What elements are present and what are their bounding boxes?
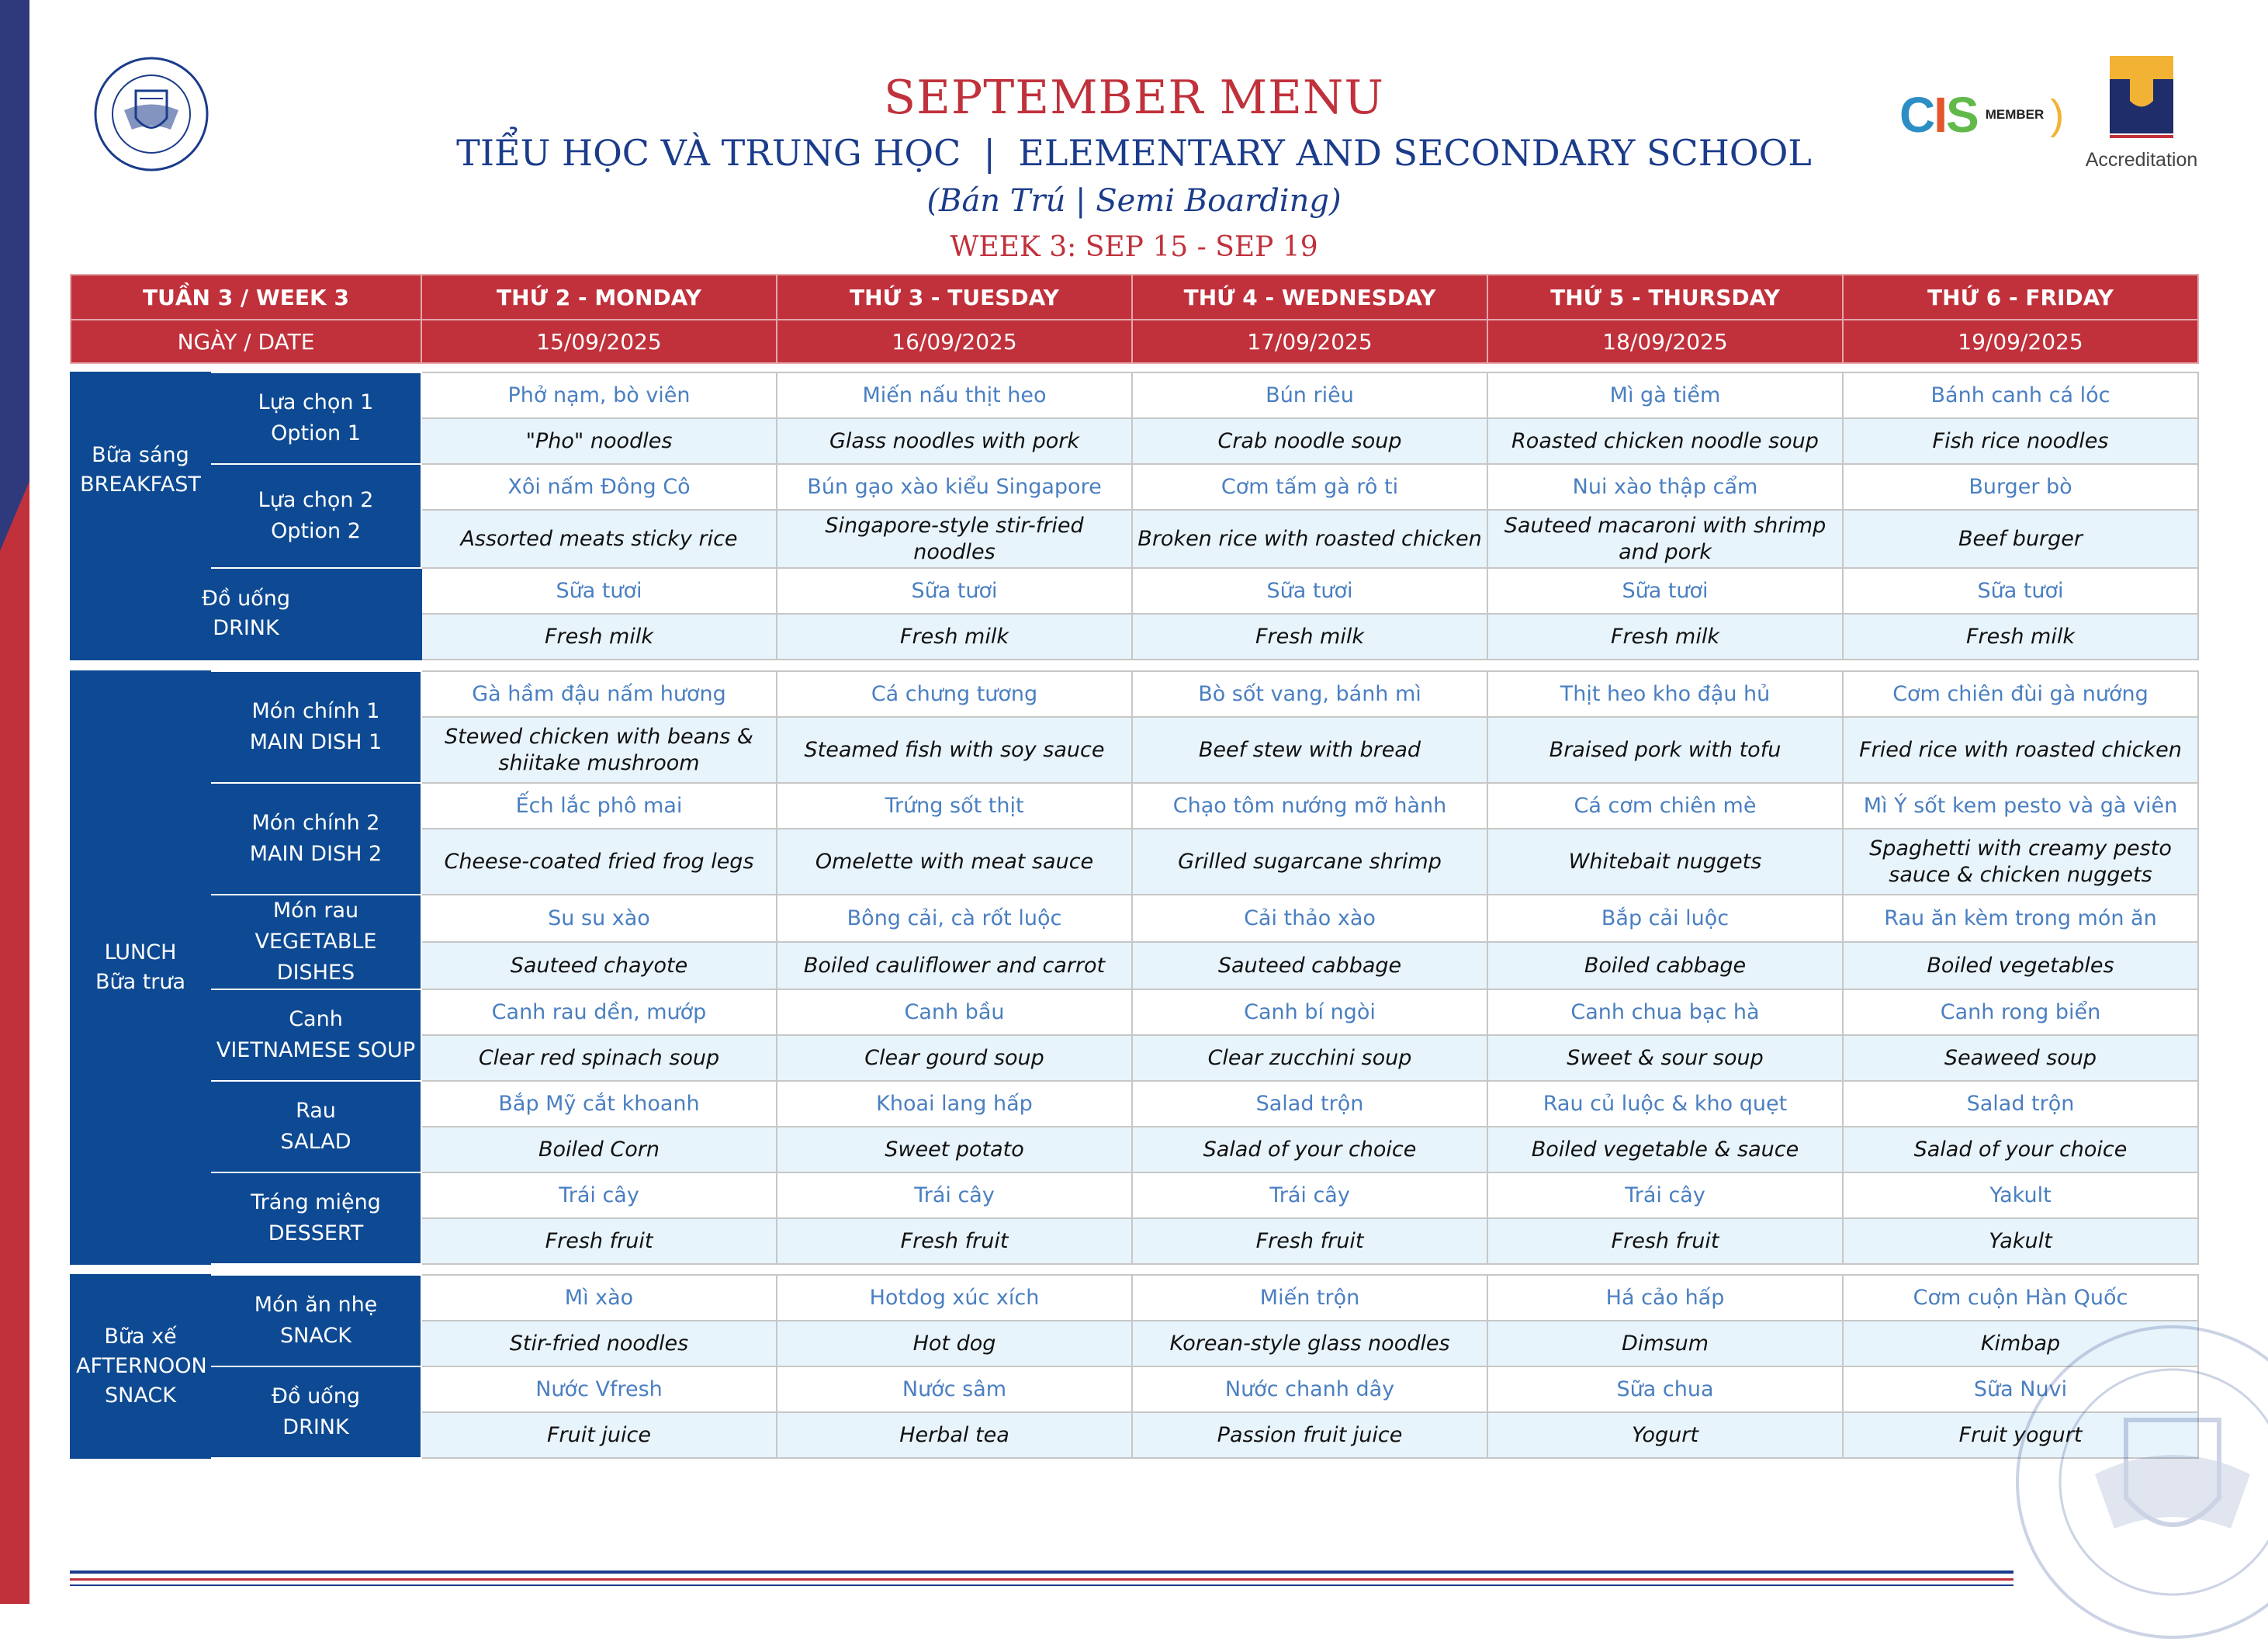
left-decor-red <box>0 481 29 1604</box>
menu-cell-en: Fried rice with roasted chicken <box>1843 717 2198 783</box>
menu-cell-en: Korean-style glass noodles <box>1132 1321 1487 1366</box>
menu-cell-en: Salad of your choice <box>1843 1127 2198 1172</box>
menu-cell-en: Singapore-style stir-fried noodles <box>777 510 1132 568</box>
menu-cell-en: Fresh milk <box>1487 614 1843 660</box>
menu-cell-vn: Sữa tươi <box>421 568 777 614</box>
menu-cell-vn: Gà hầm đậu nấm hương <box>421 671 777 717</box>
lunch-main1-label: Món chính 1 MAIN DISH 1 <box>210 671 421 783</box>
table-row <box>71 464 2198 510</box>
footer-line-blue <box>70 1571 2013 1574</box>
menu-cell-en: Omelette with meat sauce <box>777 829 1132 895</box>
menu-cell-vn: Salad trộn <box>1843 1081 2198 1127</box>
menu-cell-en: Fresh fruit <box>1487 1218 1843 1264</box>
menu-cell-en: Grilled sugarcane shrimp <box>1132 829 1487 895</box>
date-header-cell: NGÀY / DATE <box>71 320 421 363</box>
menu-cell-en: Assorted meats sticky rice <box>421 510 777 568</box>
lunch-veg-label: Món rau VEGETABLE DISHES <box>210 895 421 989</box>
menu-cell-en: Dimsum <box>1487 1321 1843 1366</box>
menu-header-table <box>70 274 2199 364</box>
menu-cell-en: Roasted chicken noodle soup <box>1487 418 1843 464</box>
menu-cell-en: Sauteed cabbage <box>1132 942 1487 989</box>
menu-cell-en: Beef stew with bread <box>1132 717 1487 783</box>
table-row <box>71 568 2198 614</box>
menu-cell-vn: Bún gạo xào kiểu Singapore <box>777 464 1132 510</box>
date-wednesday: 17/09/2025 <box>1132 320 1487 363</box>
day-header-tuesday: THỨ 3 - TUESDAY <box>777 275 1132 320</box>
lunch-main2-label: Món chính 2 MAIN DISH 2 <box>210 783 421 895</box>
menu-cell-en: Clear zucchini soup <box>1132 1035 1487 1081</box>
menu-cell-vn: Nước sâm <box>777 1366 1132 1412</box>
menu-cell-en: Boiled Corn <box>421 1127 777 1172</box>
menu-cell-vn: Chạo tôm nướng mỡ hành <box>1132 783 1487 829</box>
menu-cell-vn: Sữa tươi <box>777 568 1132 614</box>
menu-cell-vn: Rau ăn kèm trong món ăn <box>1843 895 2198 942</box>
menu-cell-vn: Cải thảo xào <box>1132 895 1487 942</box>
menu-cell-vn: Trái cây <box>1487 1172 1843 1218</box>
menu-cell-vn: Nước chanh dây <box>1132 1366 1487 1412</box>
breakfast-table-main <box>70 372 2199 660</box>
accreditation-shield-icon <box>2108 54 2175 140</box>
menu-cell-en: Yogurt <box>1487 1412 1843 1458</box>
menu-cell-en: Glass noodles with pork <box>777 418 1132 464</box>
lunch-soup-label: Canh VIETNAMESE SOUP <box>210 989 421 1081</box>
menu-cell-en: Fruit juice <box>421 1412 777 1458</box>
day-header-wednesday: THỨ 4 - WEDNESDAY <box>1132 275 1487 320</box>
menu-cell-en: Boiled vegetables <box>1843 942 2198 989</box>
breakfast-drink-label: Đồ uống DRINK <box>71 568 421 660</box>
accreditation-block <box>2079 54 2204 171</box>
menu-cell-en: Boiled cauliflower and carrot <box>777 942 1132 989</box>
snack-table <box>70 1274 2199 1459</box>
menu-cell-en: Beef burger <box>1843 510 2198 568</box>
menu-cell-vn: Trái cây <box>1132 1172 1487 1218</box>
menu-cell-vn: Canh rau dền, mướp <box>421 989 777 1035</box>
menu-cell-en: Hot dog <box>777 1321 1132 1366</box>
table-row <box>71 1172 2198 1218</box>
lunch-category: LUNCH Bữa trưa <box>71 671 210 1264</box>
menu-cell-en: Clear gourd soup <box>777 1035 1132 1081</box>
menu-cell-en: Fish rice noodles <box>1843 418 2198 464</box>
menu-cell-vn: Mì xào <box>421 1275 777 1321</box>
menu-cell-en: Boiled vegetable & sauce <box>1487 1127 1843 1172</box>
breakfast-option1-label: Lựa chọn 1 Option 1 <box>210 372 421 464</box>
table-row <box>71 372 2198 418</box>
menu-cell-vn: Miến trộn <box>1132 1275 1487 1321</box>
menu-cell-vn: Mì gà tiềm <box>1487 372 1843 418</box>
table-row <box>71 895 2198 942</box>
menu-cell-vn: Cá cơm chiên mè <box>1487 783 1843 829</box>
menu-cell-vn: Sữa chua <box>1487 1366 1843 1412</box>
day-header-monday: THỨ 2 - MONDAY <box>421 275 777 320</box>
menu-cell-vn: Yakult <box>1843 1172 2198 1218</box>
menu-cell-en: Fresh milk <box>1132 614 1487 660</box>
date-tuesday: 16/09/2025 <box>777 320 1132 363</box>
menu-cell-vn: Cá chưng tương <box>777 671 1132 717</box>
menu-cell-vn: Bánh canh cá lóc <box>1843 372 2198 418</box>
menu-cell-vn: Canh bí ngòi <box>1132 989 1487 1035</box>
menu-cell-vn: Thịt heo kho đậu hủ <box>1487 671 1843 717</box>
menu-cell-en: Crab noodle soup <box>1132 418 1487 464</box>
table-row <box>71 989 2198 1035</box>
menu-cell-vn: Bắp cải luộc <box>1487 895 1843 942</box>
cis-logo-letters: CIS <box>1899 87 1978 143</box>
table-row <box>71 1275 2198 1321</box>
date-header-row <box>71 320 2198 363</box>
menu-cell-vn: Xôi nấm Đông Cô <box>421 464 777 510</box>
day-header-thursday: THỨ 5 - THURSDAY <box>1487 275 1843 320</box>
menu-cell-vn: Bò sốt vang, bánh mì <box>1132 671 1487 717</box>
menu-cell-vn: Cơm cuộn Hàn Quốc <box>1843 1275 2198 1321</box>
menu-cell-vn: Bông cải, cà rốt luộc <box>777 895 1132 942</box>
menu-cell-vn: Canh rong biển <box>1843 989 2198 1035</box>
menu-cell-vn: Nui xào thập cẩm <box>1487 464 1843 510</box>
menu-cell-vn: Trái cây <box>777 1172 1132 1218</box>
footer-line-red <box>70 1578 2013 1581</box>
accreditation-label: Accreditation <box>2085 149 2198 171</box>
table-row <box>71 671 2198 717</box>
page-subtitle-boarding: (Bán Trú | Semi Boarding) <box>926 183 1342 219</box>
menu-cell-en: Whitebait nuggets <box>1487 829 1843 895</box>
menu-cell-vn: Trái cây <box>421 1172 777 1218</box>
table-row <box>71 783 2198 829</box>
day-header-friday: THỨ 6 - FRIDAY <box>1843 275 2198 320</box>
menu-cell-en: Fresh milk <box>777 614 1132 660</box>
week-header-cell: TUẦN 3 / WEEK 3 <box>71 275 421 320</box>
menu-cell-vn: Khoai lang hấp <box>777 1081 1132 1127</box>
left-decor-diagonal <box>0 481 29 551</box>
cis-paren-icon: ) <box>2050 92 2065 138</box>
menu-cell-vn: Sữa tươi <box>1132 568 1487 614</box>
menu-cell-en: Sauteed macaroni with shrimp and pork <box>1487 510 1843 568</box>
menu-cell-vn: Bắp Mỹ cắt khoanh <box>421 1081 777 1127</box>
menu-cell-vn: Mì Ý sốt kem pesto và gà viên <box>1843 783 2198 829</box>
menu-cell-vn: Ếch lắc phô mai <box>421 783 777 829</box>
menu-cell-vn: Rau củ luộc & kho quẹt <box>1487 1081 1843 1127</box>
menu-cell-vn: Sữa Nuvi <box>1843 1366 2198 1412</box>
menu-cell-vn: Nước Vfresh <box>421 1366 777 1412</box>
breakfast-category: Bữa sáng BREAKFAST <box>71 372 210 568</box>
lunch-dessert-label: Tráng miệng DESSERT <box>210 1172 421 1264</box>
menu-cell-vn: Bún riêu <box>1132 372 1487 418</box>
menu-cell-vn: Trứng sốt thịt <box>777 783 1132 829</box>
menu-cell-vn: Cơm chiên đùi gà nướng <box>1843 671 2198 717</box>
menu-cell-vn: Su su xào <box>421 895 777 942</box>
menu-cell-en: Spaghetti with creamy pesto sauce & chicken nuggets <box>1843 829 2198 895</box>
menu-cell-en: Sweet & sour soup <box>1487 1035 1843 1081</box>
date-monday: 15/09/2025 <box>421 320 777 363</box>
school-seal-watermark-icon <box>2010 1319 2268 1645</box>
menu-cell-en: Fresh milk <box>421 614 777 660</box>
menu-cell-vn: Sữa tươi <box>1843 568 2198 614</box>
menu-cell-en: Kimbap <box>1843 1321 2198 1366</box>
menu-cell-vn: Hotdog xúc xích <box>777 1275 1132 1321</box>
page-title: SEPTEMBER MENU <box>884 71 1384 125</box>
menu-cell-vn: Miến nấu thịt heo <box>777 372 1132 418</box>
menu-cell-en: Fresh fruit <box>1132 1218 1487 1264</box>
menu-cell-vn: Canh chua bạc hà <box>1487 989 1843 1035</box>
menu-cell-en: Clear red spinach soup <box>421 1035 777 1081</box>
menu-cell-en: Salad of your choice <box>1132 1127 1487 1172</box>
menu-cell-en: Seaweed soup <box>1843 1035 2198 1081</box>
menu-cell-en: "Pho" noodles <box>421 418 777 464</box>
table-row <box>71 1366 2198 1412</box>
snack-category: Bữa xế AFTERNOON SNACK <box>71 1275 210 1458</box>
snack-drink-label: Đồ uống DRINK <box>210 1366 421 1458</box>
page-subtitle: TIỂU HỌC VÀ TRUNG HỌC | ELEMENTARY AND SECONDARY SCHOOL <box>456 132 1812 174</box>
menu-cell-vn: Canh bầu <box>777 989 1132 1035</box>
footer-line-blue-thin <box>70 1584 2013 1586</box>
cis-member-logo <box>1899 87 2065 143</box>
menu-cell-en: Fresh fruit <box>777 1218 1132 1264</box>
menu-cell-en: Sauteed chayote <box>421 942 777 989</box>
week-range: WEEK 3: SEP 15 - SEP 19 <box>950 231 1318 263</box>
menu-cell-en: Herbal tea <box>777 1412 1132 1458</box>
table-row <box>71 1081 2198 1127</box>
day-header-row <box>71 275 2198 320</box>
snack-light-label: Món ăn nhẹ SNACK <box>210 1275 421 1366</box>
menu-cell-en: Steamed fish with soy sauce <box>777 717 1132 783</box>
menu-cell-en: Stir-fried noodles <box>421 1321 777 1366</box>
lunch-table <box>70 670 2199 1265</box>
menu-cell-en: Yakult <box>1843 1218 2198 1264</box>
date-thursday: 18/09/2025 <box>1487 320 1843 363</box>
menu-cell-vn: Sữa tươi <box>1487 568 1843 614</box>
menu-cell-en: Fruit yogurt <box>1843 1412 2198 1458</box>
menu-cell-vn: Salad trộn <box>1132 1081 1487 1127</box>
lunch-salad-label: Rau SALAD <box>210 1081 421 1172</box>
menu-cell-en: Stewed chicken with beans & shiitake mushroom <box>421 717 777 783</box>
menu-cell-vn: Phở nạm, bò viên <box>421 372 777 418</box>
date-friday: 19/09/2025 <box>1843 320 2198 363</box>
menu-cell-en: Broken rice with roasted chicken <box>1132 510 1487 568</box>
menu-cell-vn: Há cảo hấp <box>1487 1275 1843 1321</box>
menu-cell-en: Sweet potato <box>777 1127 1132 1172</box>
menu-cell-en: Fresh fruit <box>421 1218 777 1264</box>
cis-member-label: MEMBER <box>1985 107 2045 122</box>
menu-cell-en: Braised pork with tofu <box>1487 717 1843 783</box>
menu-cell-en: Boiled cabbage <box>1487 942 1843 989</box>
menu-cell-en: Passion fruit juice <box>1132 1412 1487 1458</box>
menu-cell-en: Cheese-coated fried frog legs <box>421 829 777 895</box>
menu-cell-vn: Burger bò <box>1843 464 2198 510</box>
breakfast-option2-label: Lựa chọn 2 Option 2 <box>210 464 421 568</box>
menu-cell-vn: Cơm tấm gà rô ti <box>1132 464 1487 510</box>
menu-cell-en: Fresh milk <box>1843 614 2198 660</box>
